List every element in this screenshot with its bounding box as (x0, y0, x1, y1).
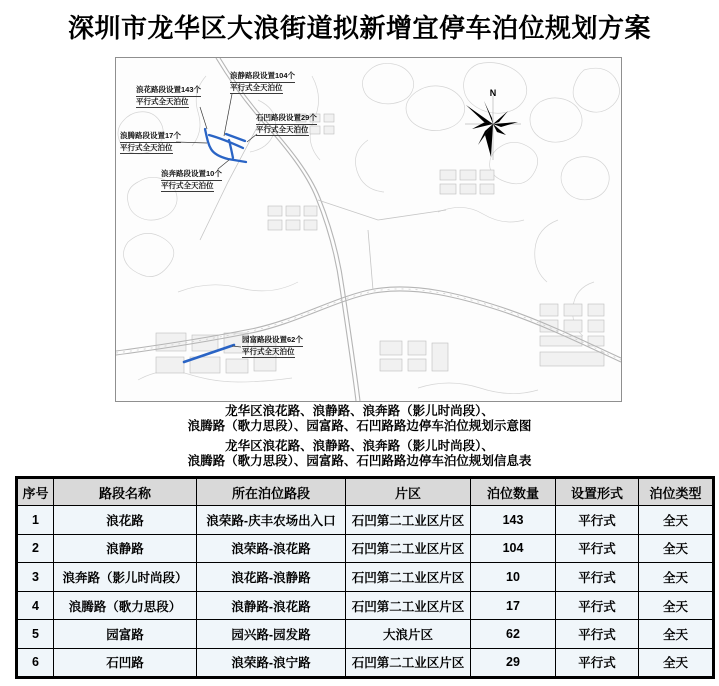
cell-road-name: 浪花路 (54, 506, 197, 535)
compass-rose-icon (465, 96, 521, 160)
cell-district: 石凹第二工业区片区 (346, 648, 471, 677)
annotation-line: 平行式全天泊位 (242, 347, 295, 359)
cell-layout: 平行式 (556, 534, 639, 563)
annotation-line: 平行式全天泊位 (136, 97, 189, 109)
cell-layout: 平行式 (556, 591, 639, 620)
cell-index: 1 (17, 506, 54, 535)
cell-road-name: 浪奔路（影儿时尚段） (54, 563, 197, 592)
planned-parking-roads (184, 129, 246, 362)
cell-road-name: 园富路 (54, 620, 197, 649)
north-label: N (489, 88, 497, 98)
col-header-index: 序号 (17, 478, 54, 506)
map-caption (0, 404, 719, 434)
road-langjing (209, 135, 243, 148)
cell-type: 全天 (639, 591, 714, 620)
map-annotation-yuanfu (242, 335, 303, 358)
parking-info-table (15, 476, 715, 679)
cell-count: 62 (471, 620, 556, 649)
cell-district: 石凹第二工业区片区 (346, 534, 471, 563)
table-caption (0, 439, 719, 469)
annotation-line: 石凹路段设置29个 (256, 113, 317, 125)
cell-type: 全天 (639, 563, 714, 592)
annotation-line: 平行式全天泊位 (230, 83, 283, 95)
cell-index: 4 (17, 591, 54, 620)
table-row (17, 620, 714, 649)
cell-road-name: 浪静路 (54, 534, 197, 563)
annotation-line: 园富路段设置62个 (242, 335, 303, 347)
annotation-leader-lines (176, 94, 257, 347)
cell-district: 大浪片区 (346, 620, 471, 649)
annotation-line: 平行式全天泊位 (161, 181, 214, 193)
cell-road-name: 石凹路 (54, 648, 197, 677)
map-caption-line2: 浪腾路（歌力思段）、园富路、石凹路路边停车泊位规划示意图 (187, 419, 532, 433)
table-header-row (17, 478, 714, 506)
cell-layout: 平行式 (556, 648, 639, 677)
map-annotation-langjing (230, 71, 295, 94)
col-header-count: 泊位数量 (471, 478, 556, 506)
cell-type: 全天 (639, 534, 714, 563)
cell-count: 29 (471, 648, 556, 677)
cell-district: 石凹第二工业区片区 (346, 591, 471, 620)
table-row (17, 506, 714, 535)
cell-road-name: 浪腾路（歌力思段） (54, 591, 197, 620)
table-caption-line2: 浪腾路（歌力思段）、园富路、石凹路路边停车泊位规划信息表 (187, 454, 532, 468)
annotation-line: 浪腾路段设置17个 (120, 131, 181, 143)
cell-index: 2 (17, 534, 54, 563)
cell-layout: 平行式 (556, 620, 639, 649)
cell-count: 104 (471, 534, 556, 563)
cell-count: 10 (471, 563, 556, 592)
cell-count: 17 (471, 591, 556, 620)
cell-type: 全天 (639, 648, 714, 677)
annotation-line: 浪花路段设置143个 (136, 85, 201, 97)
map-drawing (116, 58, 621, 401)
cell-district: 石凹第二工业区片区 (346, 506, 471, 535)
map-caption-line1: 龙华区浪花路、浪静路、浪奔路（影儿时尚段）、 (225, 404, 494, 418)
cell-index: 5 (17, 620, 54, 649)
annotation-line: 浪奔路段设置10个 (161, 169, 222, 181)
col-header-segment: 所在泊位路段 (197, 478, 346, 506)
cell-segment: 浪荣路-浪花路 (197, 534, 346, 563)
map-annotation-langben (161, 169, 222, 192)
map-annotation-langhua (136, 85, 201, 108)
cell-segment: 浪荣路-浪宁路 (197, 648, 346, 677)
cell-index: 3 (17, 563, 54, 592)
planning-map (115, 57, 622, 402)
map-annotation-langteng (120, 131, 181, 154)
cell-type: 全天 (639, 620, 714, 649)
cell-type: 全天 (639, 506, 714, 535)
page-title: 深圳市龙华区大浪街道拟新增宜停车泊位规划方案 (67, 13, 651, 43)
cell-layout: 平行式 (556, 563, 639, 592)
cell-segment: 浪静路-浪花路 (197, 591, 346, 620)
col-header-type: 泊位类型 (639, 478, 714, 506)
col-header-district: 片区 (346, 478, 471, 506)
cell-segment: 园兴路-园发路 (197, 620, 346, 649)
cell-segment: 浪荣路-庆丰农场出入口 (197, 506, 346, 535)
table-row (17, 534, 714, 563)
table-row (17, 648, 714, 677)
annotation-line: 浪静路段设置104个 (230, 71, 295, 83)
annotation-line: 平行式全天泊位 (256, 125, 309, 137)
table-row (17, 591, 714, 620)
col-header-road-name: 路段名称 (54, 478, 197, 506)
col-header-layout: 设置形式 (556, 478, 639, 506)
map-annotation-shiao (256, 113, 317, 136)
cell-segment: 浪花路-浪静路 (197, 563, 346, 592)
cell-layout: 平行式 (556, 506, 639, 535)
cell-district: 石凹第二工业区片区 (346, 563, 471, 592)
table-row (17, 563, 714, 592)
annotation-line: 平行式全天泊位 (120, 143, 173, 155)
cell-index: 6 (17, 648, 54, 677)
cell-count: 143 (471, 506, 556, 535)
table-caption-line1: 龙华区浪花路、浪静路、浪奔路（影儿时尚段）、 (225, 439, 494, 453)
